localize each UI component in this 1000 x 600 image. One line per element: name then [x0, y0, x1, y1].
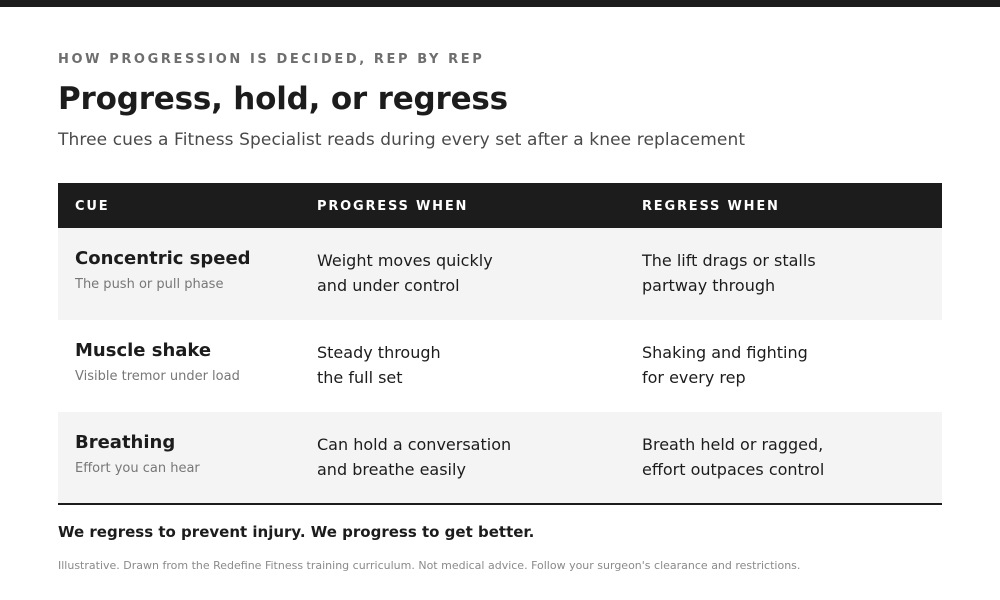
cue-description: Visible tremor under load — [75, 369, 240, 384]
table-row — [58, 228, 942, 320]
header-cue: CUE — [75, 199, 110, 214]
header-regress-when: REGRESS WHEN — [642, 199, 780, 214]
page-title: Progress, hold, or regress — [58, 81, 508, 117]
page-subtitle: Three cues a Fitness Specialist reads during every set after a knee replacement — [58, 130, 746, 150]
cue-description: Effort you can hear — [75, 461, 200, 476]
progress-when-cell — [317, 340, 441, 390]
top-accent-bar — [0, 0, 1000, 7]
cue-name: Concentric speed — [75, 248, 251, 269]
progress-line: Weight moves quickly — [317, 251, 493, 270]
footnote: Illustrative. Drawn from the Redefine Fitness training curriculum. Not medical advice. Follow your surgeon's clearance and restrictions. — [58, 559, 801, 572]
regress-line: Breath held or ragged, — [642, 435, 824, 454]
cue-name: Breathing — [75, 432, 176, 453]
progress-line: Can hold a conversation — [317, 435, 512, 454]
progress-when-cell — [317, 432, 511, 482]
regress-line: partway through — [642, 276, 776, 295]
table-row — [58, 412, 942, 505]
tagline: We regress to prevent injury. We progress to get better. — [58, 523, 535, 541]
progression-table — [58, 183, 942, 505]
regress-when-cell — [642, 248, 816, 298]
regress-when-cell — [642, 432, 824, 482]
progress-line: the full set — [317, 368, 403, 387]
table-header — [58, 183, 942, 228]
cue-name: Muscle shake — [75, 340, 212, 361]
cue-description: The push or pull phase — [75, 277, 224, 292]
regress-line: effort outpaces control — [642, 460, 825, 479]
eyebrow-label: HOW PROGRESSION IS DECIDED, REP BY REP — [58, 52, 485, 67]
progress-line: Steady through — [317, 343, 441, 362]
header-progress-when: PROGRESS WHEN — [317, 199, 469, 214]
regress-when-cell — [642, 340, 808, 390]
table-row — [58, 320, 942, 412]
regress-line: for every rep — [642, 368, 746, 387]
regress-line: The lift drags or stalls — [642, 251, 816, 270]
progress-line: and breathe easily — [317, 460, 466, 479]
regress-line: Shaking and fighting — [642, 343, 808, 362]
progress-when-cell — [317, 248, 493, 298]
progress-line: and under control — [317, 276, 460, 295]
